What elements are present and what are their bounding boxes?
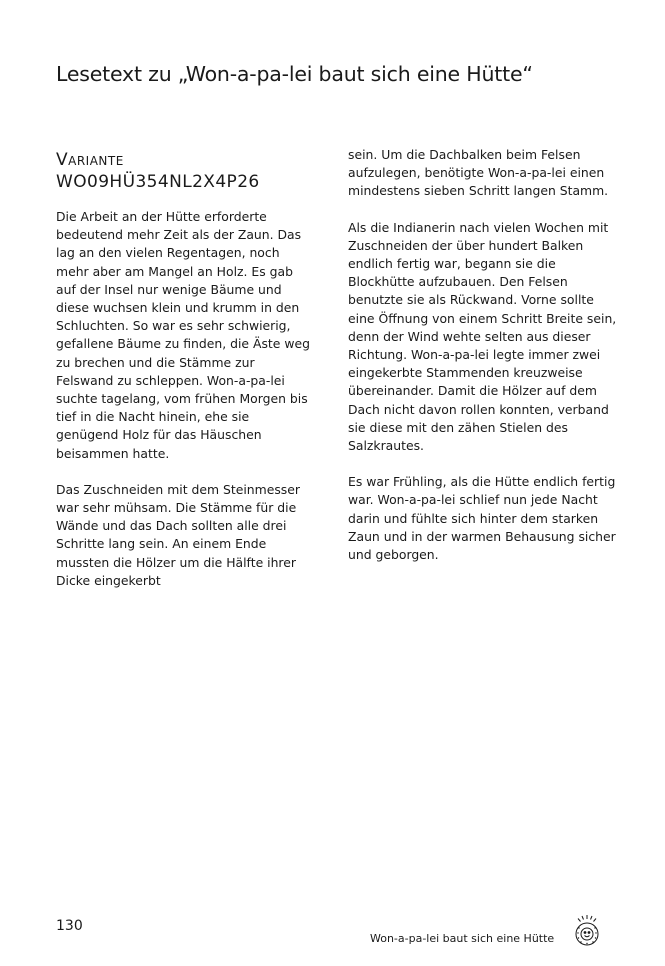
page-title: Lesetext zu „Won-a-pa-lei baut sich eine Hütte“ [56, 62, 533, 86]
paragraph: Als die Indianerin nach vielen Wochen mit Zuschneiden der über hundert Balken endlich fertig war, begann sie die Blockhütte aufzubauen. Den Felsen benutzte sie als Rückwand. Vorne sollte eine Öffnung von einem Schritt Breite sein, denn der Wind wehte selten aus dieser Richtung. Won-a-pa-lei legte immer zwei eingekerbte Stammenden kreuzweise übereinander. Damit die Hölzer auf dem Dach nicht davon rollen konnten, verband sie diese mit den zähen Stielen des Salzkrautes. [348, 219, 617, 454]
paragraph: sein. Um die Dachbalken beim Felsen aufzulegen, benötigte Won-a-pa-lei einen mindestens sieben Schritt langen Stamm. [348, 147, 609, 199]
smiling-face-icon [573, 914, 601, 948]
paragraph: Das Zuschneiden mit dem Steinmesser war sehr mühsam. Die Stämme für die Wände und das Dach sollten alle drei Schritte lang sein. An einem Ende mussten die Hölzer um die Hälfte ihrer Dicke eingekerbt [56, 481, 300, 588]
footer-book-title: Won-a-pa-lei baut sich eine Hütte [370, 932, 555, 945]
paragraph: Die Arbeit an der Hütte erforderte bedeutend mehr Zeit als der Zaun. Das lag an den vielen Regentagen, noch mehr aber am Mangel an Holz. Es gab auf der Insel nur wenige Bäume und diese wuchsen klein und krumm in den Schluchten. So war es sehr schwierig, gefallene Bäume zu finden, die Äste weg zu brechen und die Stämme zur Felswand zu schleppen. Won-a-pa-lei suchte tagelang, vom frühen Morgen bis tief in die Nacht hinein, ehe sie genügend Holz für das Häuschen beisammen hatte. [56, 209, 310, 461]
text-column-left [56, 208, 314, 608]
variant-code: WO09HÜ354NL2X4P26 [56, 172, 260, 192]
variant-label: Variante [56, 150, 124, 170]
text-column-right [348, 146, 618, 582]
paragraph: Es war Frühling, als die Hütte endlich fertig war. Won-a-pa-lei schlief nun jede Nacht darin und fühlte sich hinter dem starken Zaun und in der warmen Behausung sicher und geborgen. [348, 474, 616, 563]
page-number: 130 [56, 918, 83, 934]
